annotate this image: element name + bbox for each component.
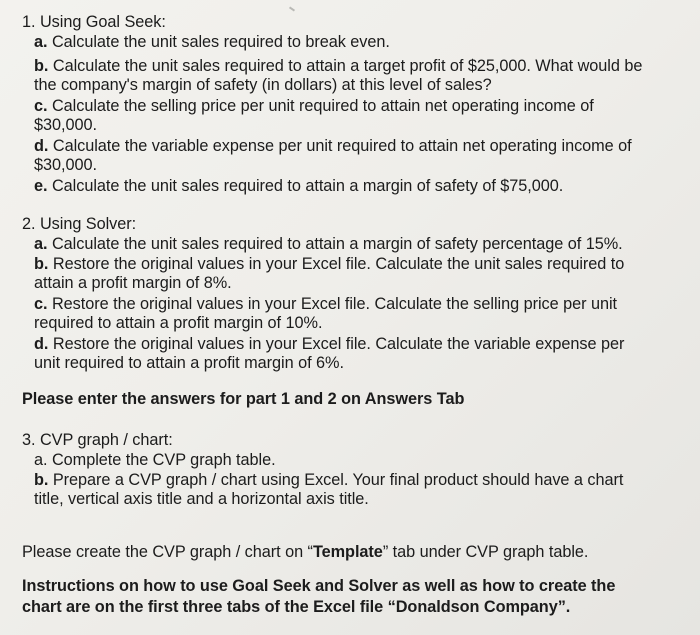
section1-item-c-cont: $30,000.	[34, 116, 97, 134]
note-text: Please create the CVP graph / chart on “	[22, 543, 313, 561]
item-label: a.	[34, 451, 48, 469]
section1-item-d-cont: $30,000.	[34, 156, 97, 174]
section2-heading: 2. Using Solver:	[22, 215, 137, 233]
section3-item-b-cont: title, vertical axis title and a horizontal axis title.	[34, 490, 369, 508]
section3-item-b	[34, 470, 623, 490]
section2-item-c-cont: required to attain a profit margin of 10%.	[34, 314, 323, 332]
item-label: b.	[34, 57, 49, 75]
instructions-note-line2: chart are on the first three tabs of the Excel file “Donaldson Company”.	[22, 598, 571, 616]
item-label: c.	[34, 295, 48, 313]
note-bold-text: Template	[312, 543, 383, 561]
section1-heading: 1. Using Goal Seek:	[22, 13, 166, 31]
answers-tab-note: Please enter the answers for part 1 and 2 on Answers Tab	[22, 390, 465, 408]
stray-mark	[289, 6, 295, 11]
section1-item-d	[34, 136, 632, 156]
section1-item-b	[34, 56, 642, 76]
instructions-note-line1: Instructions on how to use Goal Seek and Solver as well as how to create the	[22, 577, 616, 595]
item-label: e.	[34, 177, 48, 195]
section3-heading: 3. CVP graph / chart:	[22, 431, 173, 449]
section2-item-b-cont: attain a profit margin of 8%.	[34, 274, 232, 292]
section2-item-b	[34, 254, 624, 274]
section2-item-d-cont: unit required to attain a profit margin of 6%.	[34, 354, 344, 372]
item-label: a.	[34, 235, 48, 253]
item-label: b.	[34, 255, 49, 273]
section1-item-a	[34, 32, 390, 52]
item-text: Restore the original values in your Excel file. Calculate the selling price per unit	[51, 295, 618, 313]
item-text: Complete the CVP graph table.	[51, 451, 276, 469]
section3-item-a	[34, 450, 276, 470]
item-text: Calculate the selling price per unit required to attain net operating income of	[51, 97, 594, 115]
item-label: d.	[34, 335, 49, 353]
item-text: Calculate the unit sales required to attain a margin of safety of $75,000.	[51, 177, 564, 195]
section2-item-c	[34, 294, 617, 314]
template-tab-note	[22, 542, 588, 562]
section1-item-e	[34, 176, 563, 196]
item-label: a.	[34, 33, 48, 51]
item-text: Restore the original values in your Excel file. Calculate the variable expense per	[52, 335, 625, 353]
section1-item-b-cont: the company's margin of safety (in dollars) at this level of sales?	[34, 76, 492, 94]
note-text-end: ” tab under CVP graph table.	[382, 543, 589, 561]
item-label: d.	[34, 137, 49, 155]
item-text: Calculate the unit sales required to attain a margin of safety percentage of 15%.	[51, 235, 623, 253]
item-label: c.	[34, 97, 48, 115]
section2-item-d	[34, 334, 624, 354]
section1-item-c	[34, 96, 594, 116]
item-text: Calculate the unit sales required to break even.	[51, 33, 390, 51]
section2-item-a	[34, 234, 623, 254]
item-text: Calculate the unit sales required to attain a target profit of $25,000. What would be	[52, 57, 643, 75]
item-label: b.	[34, 471, 49, 489]
item-text: Calculate the variable expense per unit required to attain net operating income of	[52, 137, 632, 155]
item-text: Restore the original values in your Excel file. Calculate the unit sales required to	[52, 255, 625, 273]
item-text: Prepare a CVP graph / chart using Excel. Your final product should have a chart	[52, 471, 624, 489]
